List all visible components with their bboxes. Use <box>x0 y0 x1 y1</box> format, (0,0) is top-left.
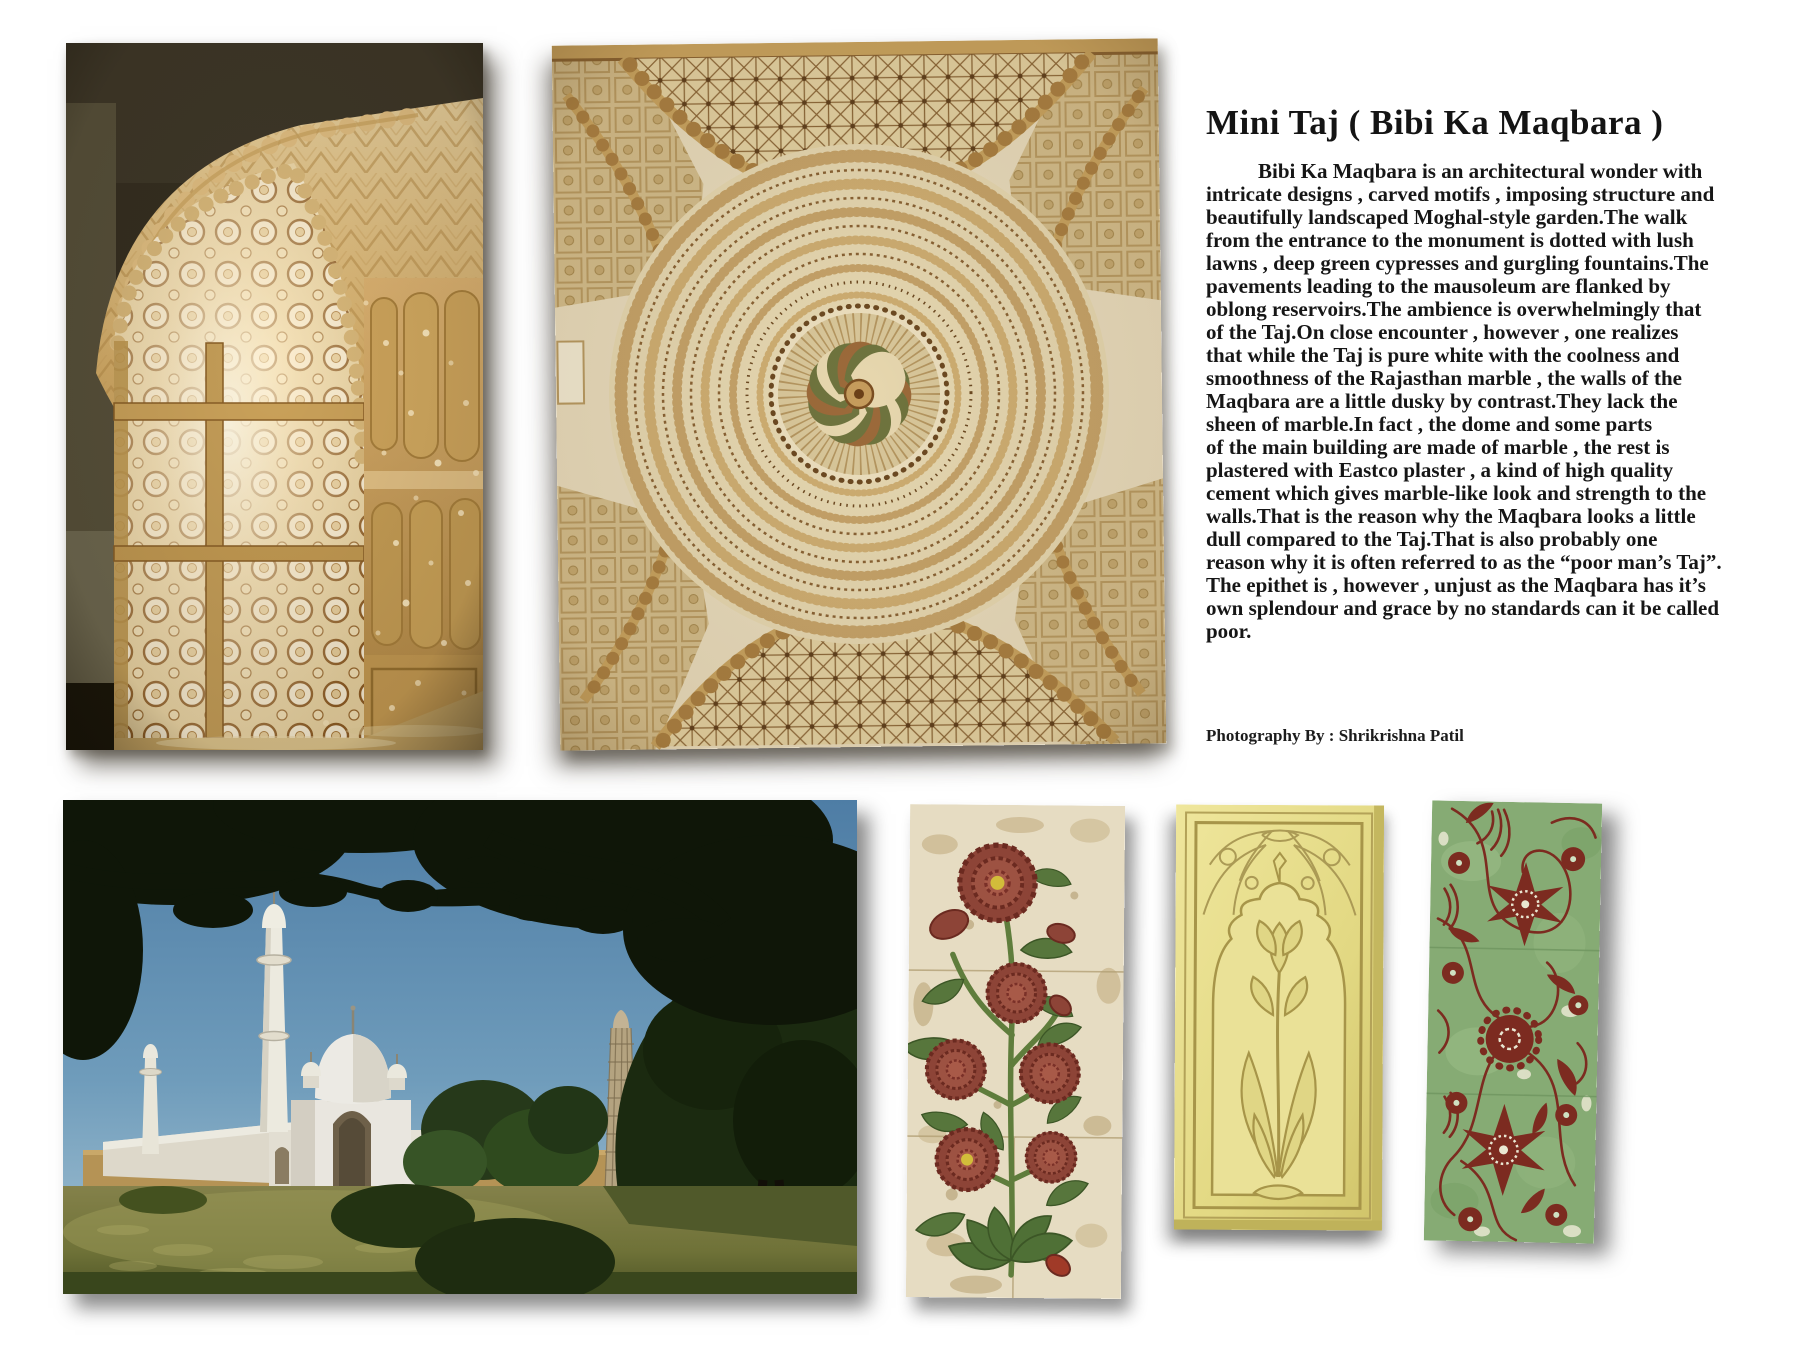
panel-stucco-relief <box>1174 804 1384 1230</box>
paragraph-line: from the entrance to the monument is dotted with lush <box>1206 228 1694 252</box>
paragraph-line: that while the Taj is pure white with the coolness and <box>1206 343 1680 367</box>
photo-garden-view <box>63 800 857 1294</box>
paragraph-line: lawns , deep green cypresses and gurgling fountains.The <box>1206 251 1709 275</box>
paragraph-line: pavements leading to the mausoleum are flanked by <box>1206 274 1671 298</box>
paragraph-line: Maqbara are a little dusky by contrast.They lack the <box>1206 389 1678 413</box>
paragraph-line: intricate designs , carved motifs , imposing structure and <box>1206 182 1715 206</box>
paragraph-line: Bibi Ka Maqbara is an architectural wonder with <box>1258 159 1703 183</box>
article-paragraph <box>1206 160 1726 643</box>
panel-rose-painting <box>906 804 1125 1299</box>
paragraph-line: The epithet is , however , unjust as the Maqbara has it’s <box>1206 573 1706 597</box>
paragraph-line: reason why it is often referred to as the “poor man’s Taj”. <box>1206 550 1722 574</box>
photo-dome-ceiling <box>552 38 1167 750</box>
stucco-relief-illustration <box>1174 804 1384 1230</box>
paragraph-line: beautifully landscaped Moghal-style garden.The walk <box>1206 205 1688 229</box>
rose-painting-illustration <box>906 804 1125 1299</box>
green-tile-illustration <box>1424 800 1602 1243</box>
paragraph-line: walls.That is the reason why the Maqbara looks a little <box>1206 504 1696 528</box>
dome-ceiling-illustration <box>552 38 1167 750</box>
paragraph-line: of the main building are made of marble , the rest is <box>1206 435 1670 459</box>
paragraph-line: dull compared to the Taj.That is also probably one <box>1206 527 1658 551</box>
page-title: Mini Taj ( Bibi Ka Maqbara ) <box>1206 103 1664 143</box>
garden-view-illustration <box>63 800 857 1294</box>
photo-marble-arch-window <box>66 43 483 750</box>
paragraph-line: own splendour and grace by no standards can it be called <box>1206 596 1720 620</box>
paragraph-line: cement which gives marble-like look and strength to the <box>1206 481 1707 505</box>
paragraph-line: of the Taj.On close encounter , however , one realizes <box>1206 320 1679 344</box>
paragraph-line: poor. <box>1206 619 1252 643</box>
panel-green-tile <box>1424 800 1602 1243</box>
paragraph-line: sheen of marble.In fact , the dome and some parts <box>1206 412 1653 436</box>
paragraph-line: smoothness of the Rajasthan marble , the walls of the <box>1206 366 1682 390</box>
photography-credit: Photography By : Shrikrishna Patil <box>1206 726 1464 745</box>
paragraph-line: oblong reservoirs.The ambience is overwhelmingly that <box>1206 297 1702 321</box>
paragraph-line: plastered with Eastco plaster , a kind of high quality <box>1206 458 1674 482</box>
arch-window-illustration <box>66 43 483 750</box>
